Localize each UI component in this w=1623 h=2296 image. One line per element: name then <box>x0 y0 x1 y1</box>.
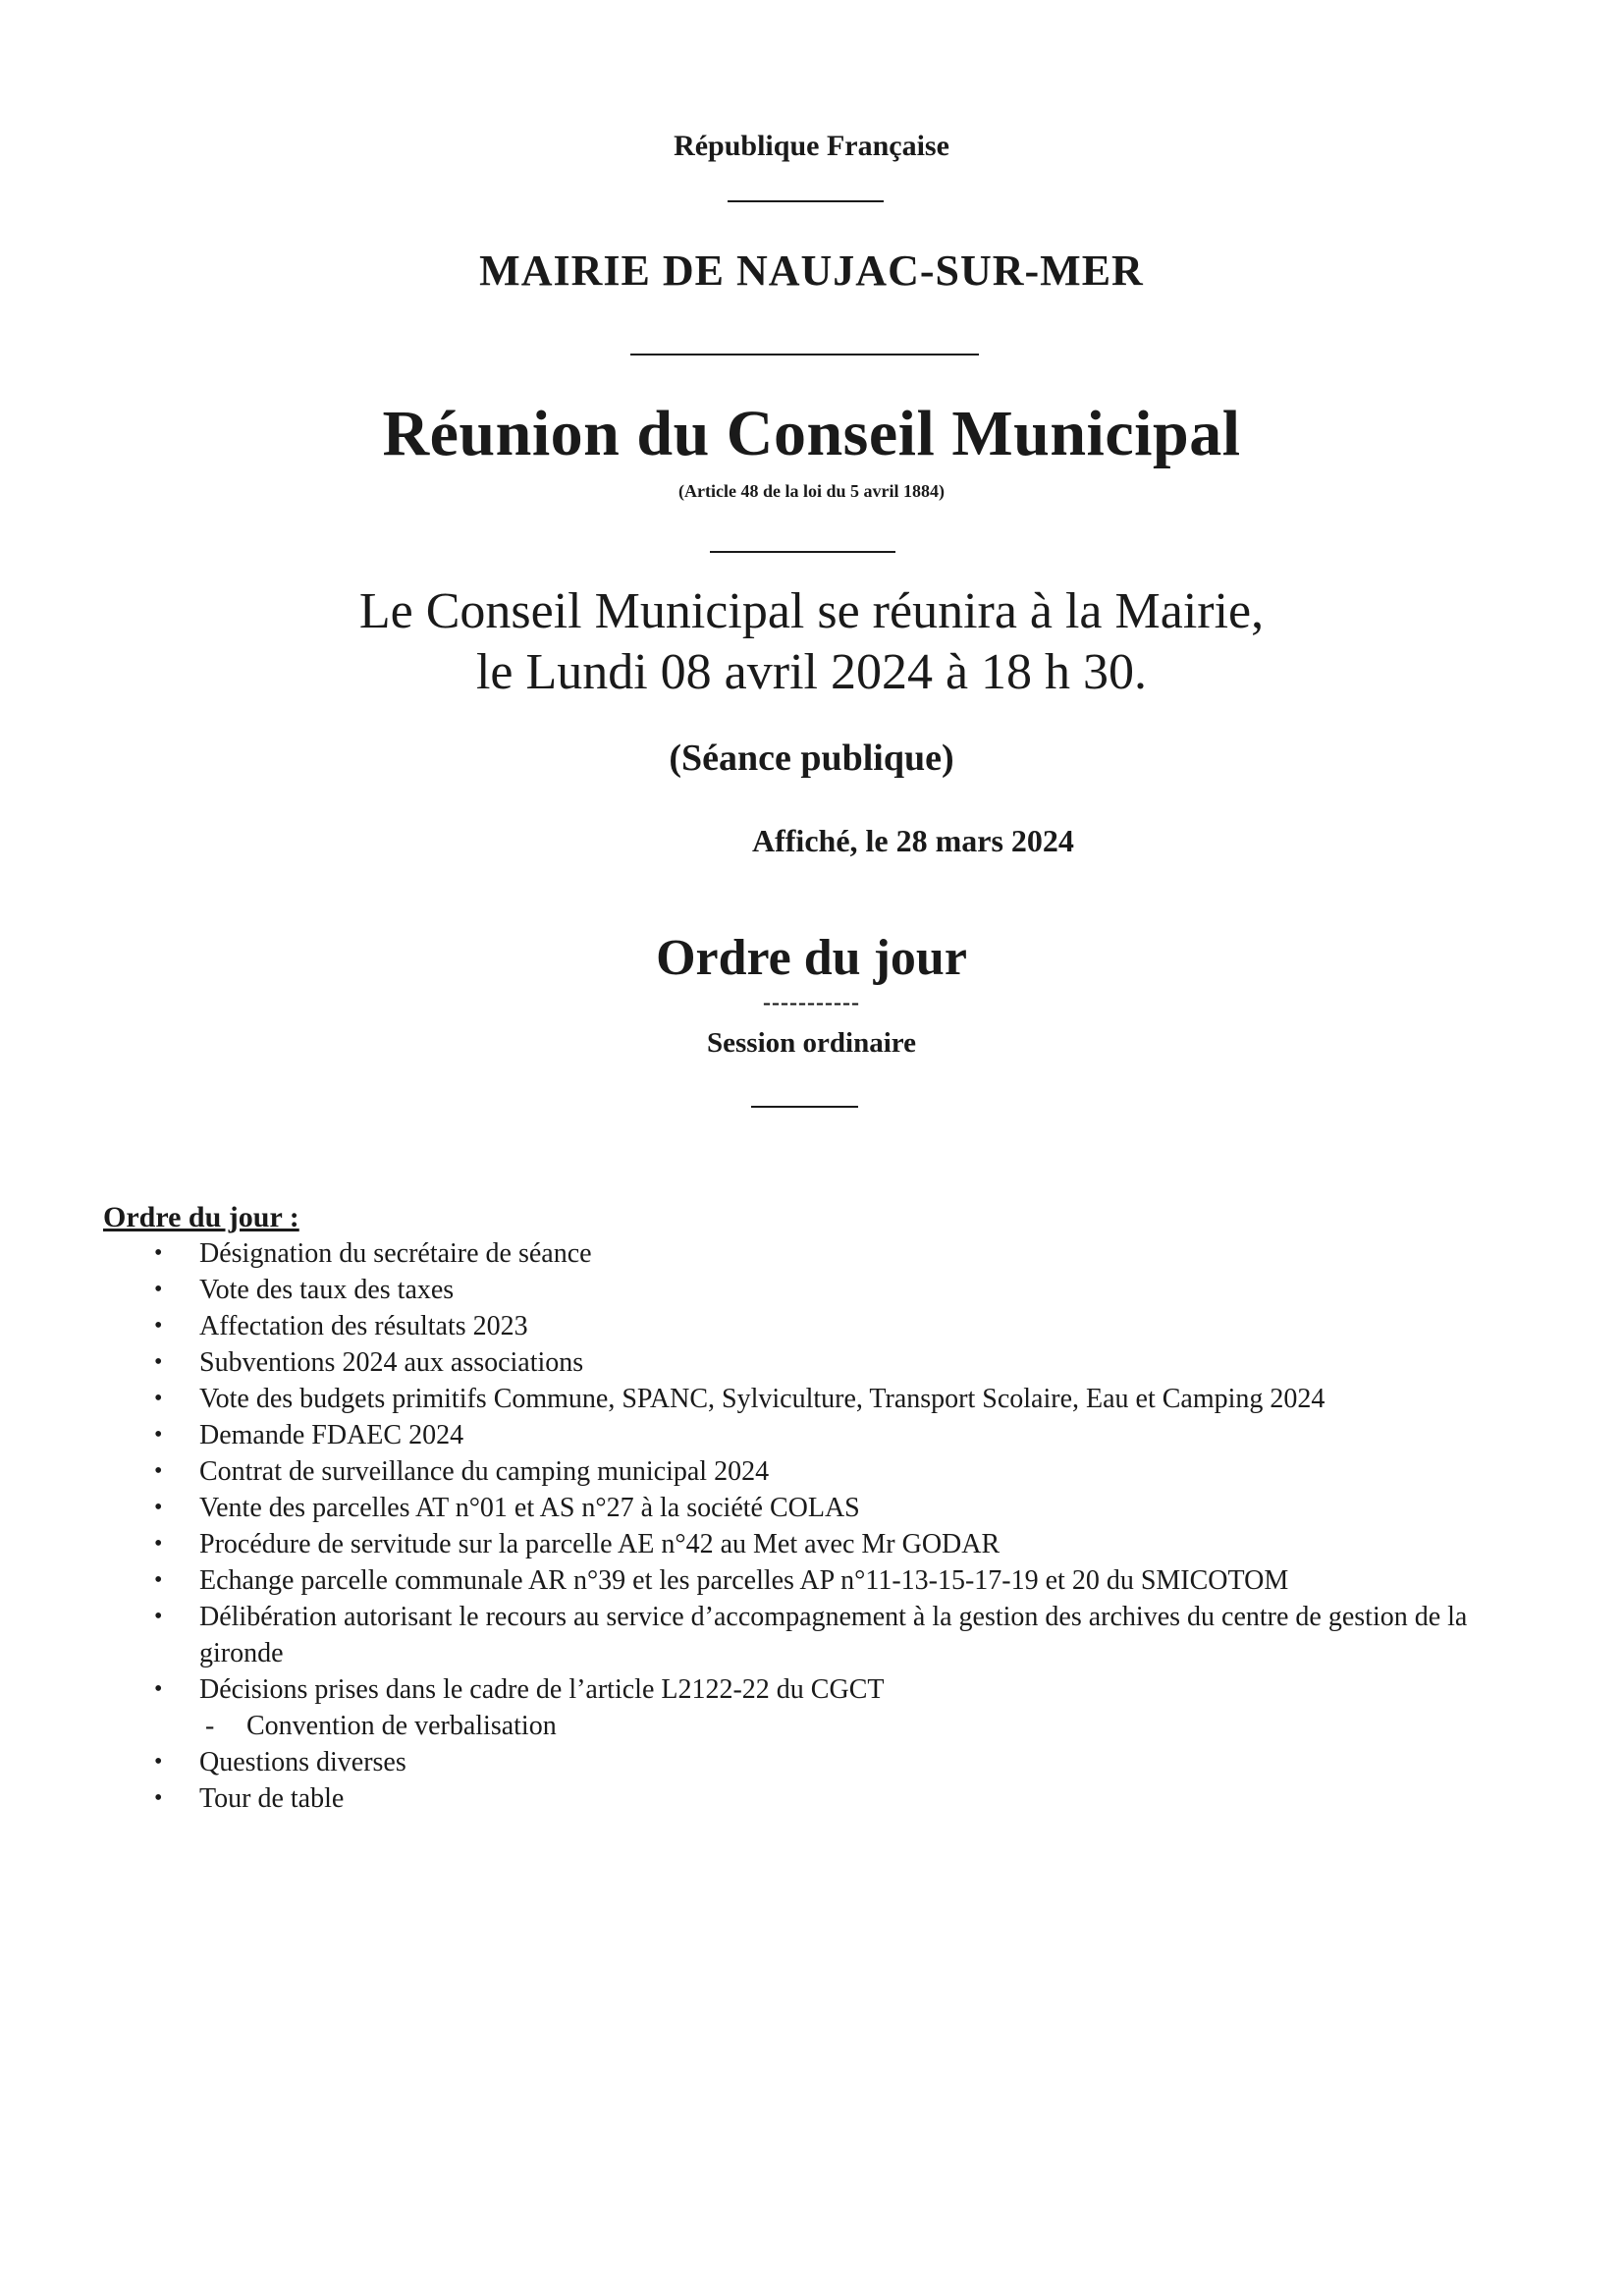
list-item <box>103 1490 1556 1526</box>
session-type: Session ordinaire <box>707 1027 916 1059</box>
divider <box>751 1106 858 1108</box>
list-item-text: Tour de table <box>199 1783 345 1814</box>
sub-list-item <box>103 1708 1556 1744</box>
list-item <box>103 1381 1556 1417</box>
list-item-text: Vote des budgets primitifs Commune, SPANC, Sylviculture, Transport Scolaire, Eau et Camping 2024 <box>199 1384 1325 1414</box>
bullet: • <box>154 1458 163 1484</box>
bullet: • <box>154 1240 163 1266</box>
posting-date: Affiché, le 28 mars 2024 <box>752 823 1074 858</box>
list-item-text: Procédure de servitude sur la parcelle AE n°42 au Met avec Mr GODAR <box>199 1529 1001 1559</box>
bullet: • <box>154 1567 163 1593</box>
list-item <box>103 1671 1556 1708</box>
legal-reference: (Article 48 de la loi du 5 avril 1884) <box>678 481 945 501</box>
list-item <box>103 1526 1556 1562</box>
list-item <box>103 1308 1556 1344</box>
announcement-line-1: Le Conseil Municipal se réunira à la Mairie, <box>358 583 1265 639</box>
bullet: • <box>154 1749 163 1775</box>
divider <box>630 354 979 355</box>
divider <box>710 551 895 553</box>
list-item-text: Echange parcelle communale AR n°39 et les parcelles AP n°11-13-15-17-19 et 20 du SMICOTOM <box>199 1565 1289 1596</box>
page-title: Réunion du Conseil Municipal <box>382 398 1241 469</box>
bullet: • <box>154 1386 163 1411</box>
announcement-line-2: le Lundi 08 avril 2024 à 18 h 30. <box>475 644 1148 700</box>
list-item-text: Contrat de surveillance du camping municipal 2024 <box>199 1456 770 1487</box>
sub-list-item-text: Convention de verbalisation <box>246 1711 557 1741</box>
seance-type: (Séance publique) <box>669 738 954 779</box>
bullet: • <box>154 1422 163 1448</box>
list-item-text: Vente des parcelles AT n°01 et AS n°27 à la société COLAS <box>199 1493 860 1523</box>
list-item-text: Vote des taux des taxes <box>199 1275 455 1305</box>
list-item-text: Questions diverses <box>199 1747 406 1777</box>
agenda-title: Ordre du jour <box>656 930 967 986</box>
list-item <box>103 1744 1556 1780</box>
list-item-text: Affectation des résultats 2023 <box>199 1311 528 1341</box>
agenda-heading: Ordre du jour : <box>103 1201 299 1233</box>
list-item <box>103 1417 1556 1453</box>
list-item-text: Demande FDAEC 2024 <box>199 1420 464 1450</box>
list-item-text: Délibération autorisant le recours au service d’accompagnement à la gestion des archives du centre de gestion de la gironde <box>199 1602 1468 1668</box>
dash: - <box>205 1711 215 1741</box>
list-item-text: Désignation du secrétaire de séance <box>199 1238 592 1269</box>
meeting-announcement <box>0 581 1623 703</box>
bullet: • <box>154 1676 163 1702</box>
republique-heading: République Française <box>674 130 949 162</box>
dash-separator: ----------- <box>763 990 860 1015</box>
list-item <box>103 1272 1556 1308</box>
bullet: • <box>154 1531 163 1557</box>
mairie-heading: MAIRIE DE NAUJAC-SUR-MER <box>479 246 1144 295</box>
list-item <box>103 1344 1556 1381</box>
divider <box>728 200 884 202</box>
list-item-text: Décisions prises dans le cadre de l’article L2122-22 du CGCT <box>199 1674 885 1705</box>
bullet: • <box>154 1349 163 1375</box>
list-item-text: Subventions 2024 aux associations <box>199 1347 584 1378</box>
list-item <box>103 1562 1556 1599</box>
agenda-section <box>103 1200 1556 1817</box>
bullet: • <box>154 1313 163 1339</box>
list-item <box>103 1599 1556 1671</box>
list-item <box>103 1235 1556 1272</box>
agenda-list <box>103 1235 1556 1817</box>
list-item <box>103 1780 1556 1817</box>
bullet: • <box>154 1785 163 1811</box>
bullet: • <box>154 1277 163 1302</box>
list-item <box>103 1453 1556 1490</box>
bullet: • <box>154 1495 163 1520</box>
bullet: • <box>154 1604 163 1629</box>
